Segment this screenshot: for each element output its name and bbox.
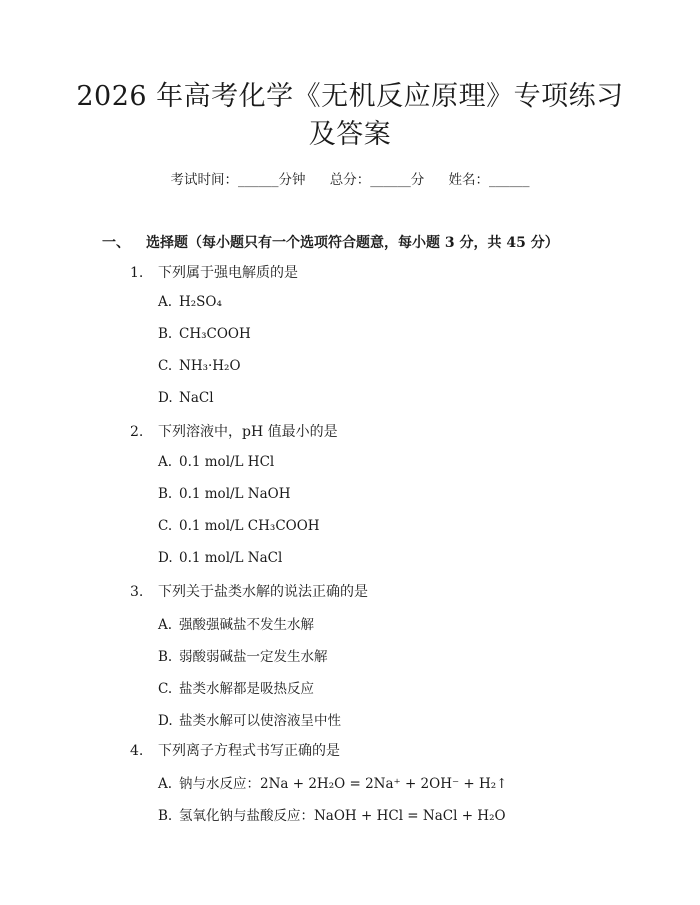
option-text: 盐类水解都是吸热反应 [179, 681, 314, 697]
option-letter: A. [158, 454, 173, 470]
exam-info [0, 168, 700, 188]
option [158, 486, 291, 502]
option-letter: C. [158, 681, 173, 697]
section-heading [102, 232, 559, 252]
option [158, 454, 274, 470]
option [158, 326, 251, 342]
question-number: 3. [130, 584, 144, 600]
option-letter: D. [158, 713, 173, 729]
option [158, 709, 341, 729]
question-4 [130, 740, 340, 760]
option-letter: A. [158, 294, 173, 310]
option-letter: B. [158, 486, 173, 502]
option-text: 强酸强碱盐不发生水解 [179, 617, 314, 633]
option-letter: A. [158, 617, 173, 633]
option-letter: D. [158, 550, 173, 566]
option-text: 0.1 mol/L CH₃COOH [179, 518, 320, 534]
question-stem: 下列离子方程式书写正确的是 [158, 743, 340, 759]
section-number: 一、 [102, 235, 130, 251]
question-stem: 下列溶液中，pH 值最小的是 [158, 424, 338, 440]
option-text: NaCl [179, 390, 214, 406]
option-text: 钠与水反应：2Na + 2H₂O = 2Na⁺ + 2OH⁻ + H₂↑ [179, 776, 508, 792]
option-letter: D. [158, 390, 173, 406]
exam-name: 姓名：______ [448, 172, 530, 188]
option-letter: C. [158, 358, 173, 374]
question-2 [130, 421, 338, 441]
option-text: CH₃COOH [179, 326, 251, 342]
document-title [0, 78, 700, 154]
option [158, 518, 320, 534]
question-3 [130, 581, 368, 601]
option [158, 390, 214, 406]
option [158, 613, 314, 633]
option-text: H₂SO₄ [179, 294, 222, 310]
option-letter: B. [158, 808, 173, 824]
option [158, 294, 222, 310]
option-letter: C. [158, 518, 173, 534]
section-label: 选择题（每小题只有一个选项符合题意，每小题 3 分，共 45 分） [146, 235, 559, 251]
option-letter: B. [158, 649, 173, 665]
question-number: 2. [130, 424, 144, 440]
option-text: 0.1 mol/L HCl [179, 454, 275, 470]
option [158, 358, 241, 374]
question-stem: 下列属于强电解质的是 [158, 265, 298, 281]
title-line-2: 及答案 [308, 119, 392, 150]
option-text: 0.1 mol/L NaCl [179, 550, 283, 566]
option-text: 氢氧化钠与盐酸反应：NaOH + HCl = NaCl + H₂O [179, 808, 506, 824]
question-stem: 下列关于盐类水解的说法正确的是 [158, 584, 368, 600]
option [158, 772, 508, 792]
exam-score: 总分：______分 [329, 172, 425, 188]
option [158, 804, 506, 824]
option-text: 0.1 mol/L NaOH [179, 486, 291, 502]
title-line-1: 2026 年高考化学《无机反应原理》专项练习 [76, 81, 624, 112]
exam-time: 考试时间：______分钟 [170, 172, 306, 188]
option [158, 550, 282, 566]
option [158, 677, 314, 697]
option-text: NH₃·H₂O [179, 358, 241, 374]
option-text: 弱酸弱碱盐一定发生水解 [179, 649, 328, 665]
question-1 [130, 262, 298, 282]
option [158, 645, 328, 665]
question-number: 4. [130, 743, 144, 759]
option-letter: A. [158, 776, 173, 792]
option-letter: B. [158, 326, 173, 342]
option-text: 盐类水解可以使溶液呈中性 [179, 713, 341, 729]
question-number: 1. [130, 265, 144, 281]
